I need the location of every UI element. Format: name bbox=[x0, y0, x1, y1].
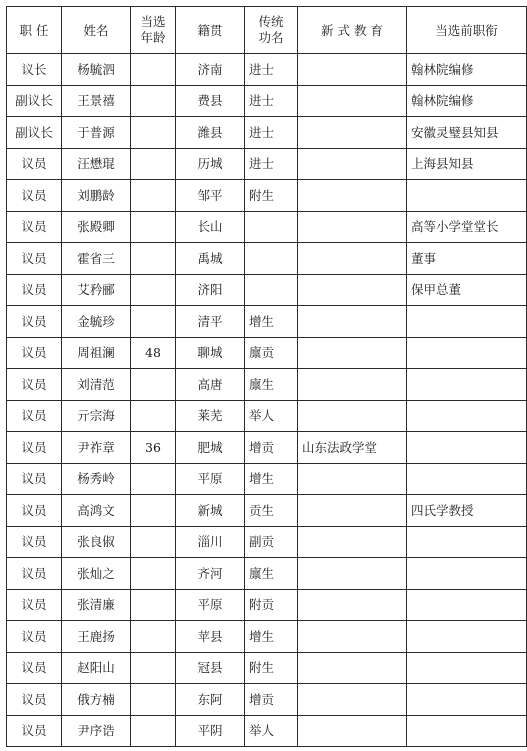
cell-traditional-rank: 增贡 bbox=[245, 684, 298, 716]
cell-previous-title: 安徽灵璧县知县 bbox=[407, 117, 527, 149]
header-age-line1: 当选 bbox=[140, 14, 166, 29]
cell-age bbox=[131, 684, 176, 716]
cell-name: 刘鹏龄 bbox=[62, 180, 131, 212]
cell-role: 议员 bbox=[7, 684, 62, 716]
cell-previous-title bbox=[407, 621, 527, 653]
cell-age bbox=[131, 54, 176, 86]
cell-traditional-rank: 增生 bbox=[245, 621, 298, 653]
table-row bbox=[7, 117, 527, 149]
cell-age bbox=[131, 369, 176, 401]
cell-age bbox=[131, 148, 176, 180]
cell-previous-title: 四氏学教授 bbox=[407, 495, 527, 527]
cell-role: 议员 bbox=[7, 526, 62, 558]
table-row bbox=[7, 180, 527, 212]
cell-name: 金毓珍 bbox=[62, 306, 131, 338]
cell-previous-title bbox=[407, 526, 527, 558]
header-previous-title: 当选前职衔 bbox=[407, 7, 527, 54]
cell-education bbox=[298, 400, 407, 432]
table-row bbox=[7, 54, 527, 86]
cell-education bbox=[298, 337, 407, 369]
cell-education bbox=[298, 211, 407, 243]
cell-native-place: 齐河 bbox=[176, 558, 245, 590]
cell-education bbox=[298, 558, 407, 590]
cell-education bbox=[298, 526, 407, 558]
cell-native-place: 苹县 bbox=[176, 621, 245, 653]
cell-previous-title: 翰林院编修 bbox=[407, 54, 527, 86]
table-row bbox=[7, 274, 527, 306]
cell-traditional-rank bbox=[245, 243, 298, 275]
cell-previous-title: 保甲总董 bbox=[407, 274, 527, 306]
cell-traditional-rank bbox=[245, 274, 298, 306]
cell-role: 议员 bbox=[7, 274, 62, 306]
cell-name: 张殿卿 bbox=[62, 211, 131, 243]
cell-name: 王鹿扬 bbox=[62, 621, 131, 653]
cell-traditional-rank: 廪生 bbox=[245, 558, 298, 590]
cell-name: 尹序诰 bbox=[62, 715, 131, 747]
cell-traditional-rank: 廪贡 bbox=[245, 337, 298, 369]
cell-native-place: 济南 bbox=[176, 54, 245, 86]
cell-name: 张良俶 bbox=[62, 526, 131, 558]
cell-traditional-rank: 进士 bbox=[245, 54, 298, 86]
cell-native-place: 潍县 bbox=[176, 117, 245, 149]
cell-native-place: 济阳 bbox=[176, 274, 245, 306]
cell-age bbox=[131, 211, 176, 243]
cell-name: 杨毓泗 bbox=[62, 54, 131, 86]
cell-previous-title bbox=[407, 306, 527, 338]
cell-education bbox=[298, 621, 407, 653]
cell-age: 36 bbox=[131, 432, 176, 464]
table-row bbox=[7, 684, 527, 716]
header-age bbox=[131, 7, 176, 54]
cell-education bbox=[298, 274, 407, 306]
cell-role: 议员 bbox=[7, 715, 62, 747]
cell-age bbox=[131, 243, 176, 275]
roster-body bbox=[7, 54, 527, 747]
cell-traditional-rank: 进士 bbox=[245, 117, 298, 149]
cell-age bbox=[131, 558, 176, 590]
cell-education bbox=[298, 715, 407, 747]
cell-age: 48 bbox=[131, 337, 176, 369]
cell-native-place: 费县 bbox=[176, 85, 245, 117]
cell-age bbox=[131, 400, 176, 432]
cell-role: 议员 bbox=[7, 369, 62, 401]
cell-education bbox=[298, 369, 407, 401]
cell-native-place: 冠县 bbox=[176, 652, 245, 684]
cell-previous-title: 高等小学堂堂长 bbox=[407, 211, 527, 243]
table-row bbox=[7, 306, 527, 338]
table-row bbox=[7, 85, 527, 117]
cell-name: 周祖澜 bbox=[62, 337, 131, 369]
cell-role: 议员 bbox=[7, 432, 62, 464]
cell-name: 亓宗海 bbox=[62, 400, 131, 432]
cell-name: 汪懋琨 bbox=[62, 148, 131, 180]
cell-role: 副议长 bbox=[7, 85, 62, 117]
cell-native-place: 平原 bbox=[176, 589, 245, 621]
cell-native-place: 新城 bbox=[176, 495, 245, 527]
cell-role: 副议长 bbox=[7, 117, 62, 149]
cell-name: 霍省三 bbox=[62, 243, 131, 275]
cell-previous-title: 董事 bbox=[407, 243, 527, 275]
table-row bbox=[7, 652, 527, 684]
cell-education bbox=[298, 117, 407, 149]
table-row bbox=[7, 148, 527, 180]
cell-previous-title: 上海县知县 bbox=[407, 148, 527, 180]
cell-education bbox=[298, 684, 407, 716]
cell-education bbox=[298, 589, 407, 621]
cell-traditional-rank: 增生 bbox=[245, 463, 298, 495]
cell-role: 议员 bbox=[7, 306, 62, 338]
header-rank-line2: 功名 bbox=[258, 30, 284, 45]
cell-native-place: 邹平 bbox=[176, 180, 245, 212]
cell-role: 议员 bbox=[7, 495, 62, 527]
cell-name: 张灿之 bbox=[62, 558, 131, 590]
cell-traditional-rank: 廪生 bbox=[245, 369, 298, 401]
cell-role: 议员 bbox=[7, 558, 62, 590]
cell-traditional-rank: 贡生 bbox=[245, 495, 298, 527]
cell-name: 于普源 bbox=[62, 117, 131, 149]
cell-age bbox=[131, 495, 176, 527]
cell-traditional-rank: 附生 bbox=[245, 652, 298, 684]
cell-role: 议员 bbox=[7, 400, 62, 432]
cell-previous-title bbox=[407, 369, 527, 401]
table-row bbox=[7, 211, 527, 243]
table-row bbox=[7, 400, 527, 432]
cell-age bbox=[131, 274, 176, 306]
cell-traditional-rank: 增生 bbox=[245, 306, 298, 338]
cell-previous-title bbox=[407, 715, 527, 747]
cell-age bbox=[131, 526, 176, 558]
cell-age bbox=[131, 715, 176, 747]
table-row bbox=[7, 369, 527, 401]
cell-name: 高鸿文 bbox=[62, 495, 131, 527]
cell-traditional-rank: 进士 bbox=[245, 85, 298, 117]
cell-native-place: 淄川 bbox=[176, 526, 245, 558]
cell-name: 张清廉 bbox=[62, 589, 131, 621]
cell-traditional-rank: 副贡 bbox=[245, 526, 298, 558]
cell-age bbox=[131, 85, 176, 117]
table-row bbox=[7, 621, 527, 653]
cell-age bbox=[131, 306, 176, 338]
roster-table bbox=[6, 6, 527, 747]
cell-native-place: 历城 bbox=[176, 148, 245, 180]
cell-role: 议员 bbox=[7, 621, 62, 653]
cell-previous-title bbox=[407, 463, 527, 495]
cell-native-place: 平阴 bbox=[176, 715, 245, 747]
table-row bbox=[7, 495, 527, 527]
cell-traditional-rank: 进士 bbox=[245, 148, 298, 180]
cell-education bbox=[298, 495, 407, 527]
header-rank-line1: 传统 bbox=[258, 14, 284, 29]
header-age-line2: 年龄 bbox=[140, 30, 166, 45]
cell-age bbox=[131, 589, 176, 621]
cell-name: 王景禧 bbox=[62, 85, 131, 117]
header-name: 姓名 bbox=[62, 7, 131, 54]
cell-education bbox=[298, 85, 407, 117]
cell-traditional-rank: 举人 bbox=[245, 400, 298, 432]
cell-traditional-rank: 举人 bbox=[245, 715, 298, 747]
cell-role: 议员 bbox=[7, 243, 62, 275]
cell-education bbox=[298, 463, 407, 495]
cell-native-place: 长山 bbox=[176, 211, 245, 243]
cell-previous-title bbox=[407, 684, 527, 716]
cell-previous-title bbox=[407, 337, 527, 369]
cell-traditional-rank: 附贡 bbox=[245, 589, 298, 621]
header-role: 职 任 bbox=[7, 7, 62, 54]
cell-role: 议员 bbox=[7, 652, 62, 684]
table-row bbox=[7, 337, 527, 369]
cell-education bbox=[298, 148, 407, 180]
cell-previous-title: 翰林院编修 bbox=[407, 85, 527, 117]
cell-role: 议员 bbox=[7, 463, 62, 495]
cell-role: 议员 bbox=[7, 148, 62, 180]
table-row bbox=[7, 243, 527, 275]
cell-name: 艾矜郦 bbox=[62, 274, 131, 306]
cell-age bbox=[131, 180, 176, 212]
cell-name: 刘清范 bbox=[62, 369, 131, 401]
cell-education bbox=[298, 652, 407, 684]
cell-education bbox=[298, 306, 407, 338]
cell-native-place: 莱芜 bbox=[176, 400, 245, 432]
table-row bbox=[7, 715, 527, 747]
header-rank bbox=[245, 7, 298, 54]
cell-role: 议员 bbox=[7, 589, 62, 621]
cell-previous-title bbox=[407, 180, 527, 212]
cell-education bbox=[298, 180, 407, 212]
cell-name: 杨秀岭 bbox=[62, 463, 131, 495]
cell-age bbox=[131, 117, 176, 149]
header-row bbox=[7, 7, 527, 54]
cell-native-place: 高唐 bbox=[176, 369, 245, 401]
cell-age bbox=[131, 621, 176, 653]
table-row bbox=[7, 432, 527, 464]
cell-education bbox=[298, 54, 407, 86]
cell-education: 山东法政学堂 bbox=[298, 432, 407, 464]
cell-role: 议长 bbox=[7, 54, 62, 86]
cell-traditional-rank: 增贡 bbox=[245, 432, 298, 464]
cell-previous-title bbox=[407, 589, 527, 621]
header-native: 籍贯 bbox=[176, 7, 245, 54]
cell-previous-title bbox=[407, 652, 527, 684]
cell-native-place: 平原 bbox=[176, 463, 245, 495]
cell-native-place: 聊城 bbox=[176, 337, 245, 369]
cell-previous-title bbox=[407, 432, 527, 464]
cell-role: 议员 bbox=[7, 180, 62, 212]
cell-previous-title bbox=[407, 558, 527, 590]
cell-role: 议员 bbox=[7, 337, 62, 369]
cell-native-place: 禹城 bbox=[176, 243, 245, 275]
table-row bbox=[7, 463, 527, 495]
table-row bbox=[7, 558, 527, 590]
cell-name: 尹祚章 bbox=[62, 432, 131, 464]
cell-role: 议员 bbox=[7, 211, 62, 243]
cell-name: 俄方楠 bbox=[62, 684, 131, 716]
table-row bbox=[7, 589, 527, 621]
cell-education bbox=[298, 243, 407, 275]
cell-native-place: 清平 bbox=[176, 306, 245, 338]
cell-age bbox=[131, 463, 176, 495]
cell-native-place: 东阿 bbox=[176, 684, 245, 716]
cell-traditional-rank bbox=[245, 211, 298, 243]
header-education: 新 式 教 育 bbox=[298, 7, 407, 54]
cell-name: 赵阳山 bbox=[62, 652, 131, 684]
cell-traditional-rank: 附生 bbox=[245, 180, 298, 212]
cell-previous-title bbox=[407, 400, 527, 432]
table-row bbox=[7, 526, 527, 558]
cell-native-place: 肥城 bbox=[176, 432, 245, 464]
cell-age bbox=[131, 652, 176, 684]
